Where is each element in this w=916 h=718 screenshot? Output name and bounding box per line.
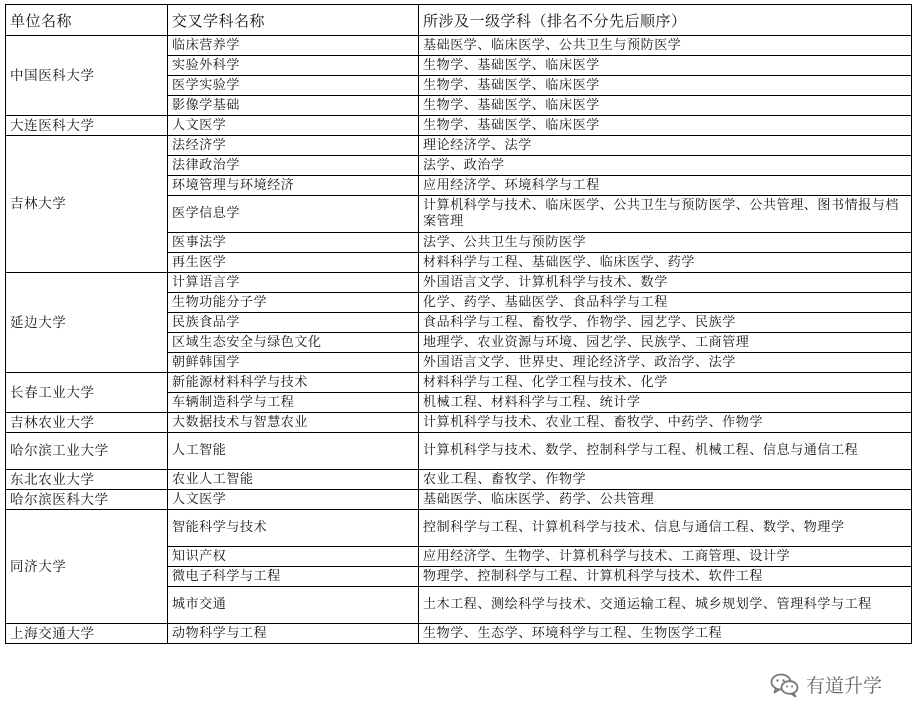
discipline-name: 动物科学与工程	[168, 624, 419, 644]
table-row	[6, 470, 912, 490]
discipline-name: 农业人工智能	[168, 470, 419, 490]
discipline-name: 临床营养学	[168, 36, 419, 56]
unit-name: 延边大学	[6, 273, 168, 373]
wechat-icon	[770, 672, 800, 698]
table-row	[6, 510, 912, 547]
related-fields: 土木工程、测绘科学与技术、交通运输工程、城乡规划学、管理科学与工程	[419, 587, 912, 624]
discipline-name: 车辆制造科学与工程	[168, 393, 419, 413]
related-fields: 控制科学与工程、计算机科学与技术、信息与通信工程、数学、物理学	[419, 510, 912, 547]
discipline-name: 法律政治学	[168, 156, 419, 176]
table-row	[6, 413, 912, 433]
related-fields: 物理学、控制科学与工程、计算机科学与技术、软件工程	[419, 567, 912, 587]
related-fields: 农业工程、畜牧学、作物学	[419, 470, 912, 490]
unit-name: 长春工业大学	[6, 373, 168, 413]
table-row	[6, 433, 912, 470]
related-fields: 生物学、生态学、环境科学与工程、生物医学工程	[419, 624, 912, 644]
discipline-name: 计算语言学	[168, 273, 419, 293]
related-fields: 法学、公共卫生与预防医学	[419, 233, 912, 253]
discipline-name: 大数据技术与智慧农业	[168, 413, 419, 433]
header-unit: 单位名称	[6, 5, 168, 36]
related-fields: 食品科学与工程、畜牧学、作物学、园艺学、民族学	[419, 313, 912, 333]
related-fields: 生物学、基础医学、临床医学	[419, 76, 912, 96]
discipline-name: 人工智能	[168, 433, 419, 470]
discipline-name: 实验外科学	[168, 56, 419, 76]
table-row	[6, 136, 912, 156]
related-fields: 外国语言文学、世界史、理论经济学、政治学、法学	[419, 353, 912, 373]
watermark	[770, 671, 882, 698]
related-fields: 化学、药学、基础医学、食品科学与工程	[419, 293, 912, 313]
discipline-name: 法经济学	[168, 136, 419, 156]
discipline-name: 朝鲜韩国学	[168, 353, 419, 373]
discipline-name: 微电子科学与工程	[168, 567, 419, 587]
discipline-table	[5, 4, 912, 644]
related-fields: 应用经济学、生物学、计算机科学与技术、工商管理、设计学	[419, 547, 912, 567]
discipline-name: 智能科学与技术	[168, 510, 419, 547]
watermark-text: 有道升学	[805, 675, 882, 697]
table-row	[6, 116, 912, 136]
discipline-name: 城市交通	[168, 587, 419, 624]
table-row	[6, 36, 912, 56]
related-fields: 地理学、农业资源与环境、园艺学、民族学、工商管理	[419, 333, 912, 353]
unit-name: 上海交通大学	[6, 624, 168, 644]
related-fields: 计算机科学与技术、临床医学、公共卫生与预防医学、公共管理、图书情报与档案管理	[419, 196, 912, 233]
related-fields: 材料科学与工程、化学工程与技术、化学	[419, 373, 912, 393]
discipline-name: 区域生态安全与绿色文化	[168, 333, 419, 353]
related-fields: 基础医学、临床医学、公共卫生与预防医学	[419, 36, 912, 56]
discipline-name: 人文医学	[168, 490, 419, 510]
header-discipline: 交叉学科名称	[168, 5, 419, 36]
discipline-name: 民族食品学	[168, 313, 419, 333]
unit-name: 东北农业大学	[6, 470, 168, 490]
related-fields: 计算机科学与技术、农业工程、畜牧学、中药学、作物学	[419, 413, 912, 433]
related-fields: 计算机科学与技术、数学、控制科学与工程、机械工程、信息与通信工程	[419, 433, 912, 470]
discipline-name: 医事法学	[168, 233, 419, 253]
table-body	[6, 36, 912, 644]
discipline-name: 影像学基础	[168, 96, 419, 116]
related-fields: 理论经济学、法学	[419, 136, 912, 156]
unit-name: 中国医科大学	[6, 36, 168, 116]
related-fields: 法学、政治学	[419, 156, 912, 176]
related-fields: 生物学、基础医学、临床医学	[419, 96, 912, 116]
related-fields: 应用经济学、环境科学与工程	[419, 176, 912, 196]
discipline-name: 再生医学	[168, 253, 419, 273]
related-fields: 生物学、基础医学、临床医学	[419, 116, 912, 136]
unit-name: 吉林农业大学	[6, 413, 168, 433]
related-fields: 生物学、基础医学、临床医学	[419, 56, 912, 76]
unit-name: 同济大学	[6, 510, 168, 624]
table-row	[6, 490, 912, 510]
table-row	[6, 373, 912, 393]
discipline-name: 环境管理与环境经济	[168, 176, 419, 196]
discipline-name: 人文医学	[168, 116, 419, 136]
discipline-name: 医学信息学	[168, 196, 419, 233]
discipline-name: 知识产权	[168, 547, 419, 567]
discipline-name: 新能源材料科学与技术	[168, 373, 419, 393]
discipline-name: 生物功能分子学	[168, 293, 419, 313]
unit-name: 吉林大学	[6, 136, 168, 273]
header-fields: 所涉及一级学科（排名不分先后顺序）	[419, 5, 912, 36]
unit-name: 哈尔滨工业大学	[6, 433, 168, 470]
related-fields: 外国语言文学、计算机科学与技术、数学	[419, 273, 912, 293]
related-fields: 材料科学与工程、基础医学、临床医学、药学	[419, 253, 912, 273]
header-row	[6, 5, 912, 36]
related-fields: 机械工程、材料科学与工程、统计学	[419, 393, 912, 413]
discipline-name: 医学实验学	[168, 76, 419, 96]
table-row	[6, 624, 912, 644]
unit-name: 哈尔滨医科大学	[6, 490, 168, 510]
table-row	[6, 273, 912, 293]
unit-name: 大连医科大学	[6, 116, 168, 136]
related-fields: 基础医学、临床医学、药学、公共管理	[419, 490, 912, 510]
